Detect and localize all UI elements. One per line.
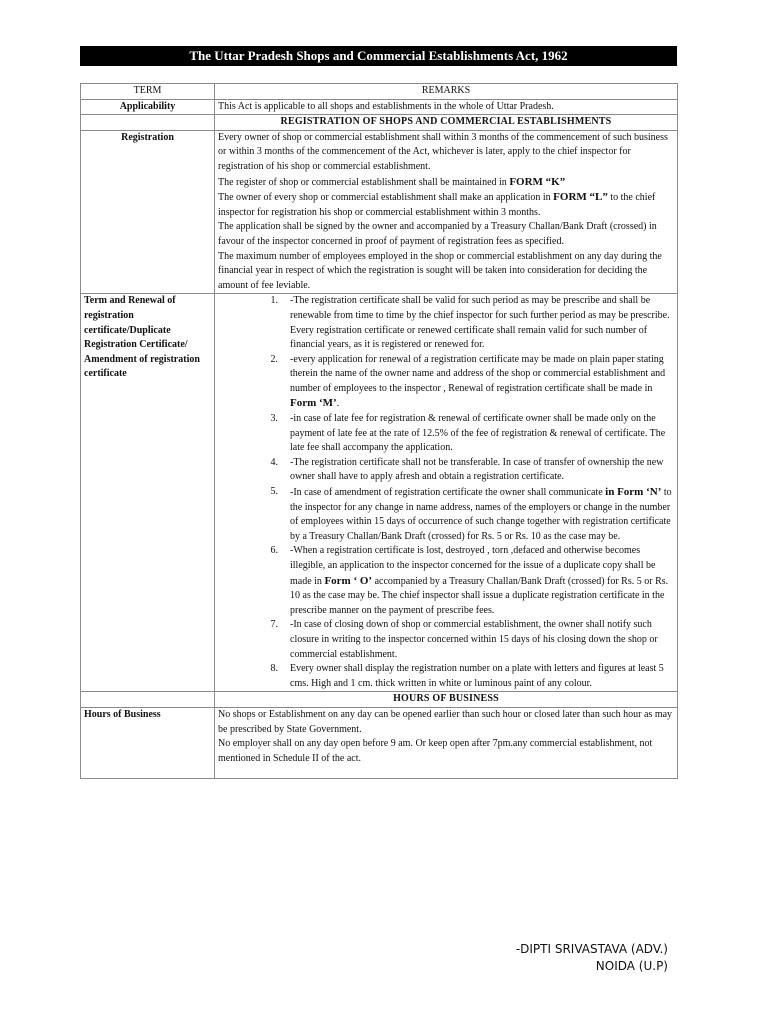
- section-row: [81, 692, 678, 708]
- hours-section-heading: HOURS OF BUSINESS: [215, 692, 678, 708]
- list-item: 2. -every application for renewal of a registration certificate may be made on plain paper stating therein the name of the owner name and address of the shop or commercial establishment and number of employees to the inspector , Renewal of registration certificate shall be made in Form ‘M’.: [270, 353, 666, 410]
- signature-name: -DIPTI SRIVASTAVA (ADV.): [515, 942, 668, 956]
- hours-term: Hours of Business: [81, 707, 215, 778]
- list-item: 5. -In case of amendment of registration certificate the owner shall communicate in Form ‘N’ to the inspector for any change in name address, names of the employers or change in the number of employees within 15 days of occurrence of such change together with registration certificate by a Treasury Challan/Bank Draft (crossed) for Rs. 5 or Rs. 10 as the case may be.: [270, 486, 672, 542]
- table-header-row: [81, 84, 678, 100]
- empty-cell: [81, 692, 215, 708]
- document-title: The Uttar Pradesh Shops and Commercial Establishments Act, 1962: [80, 46, 677, 66]
- form-reference: Form ‘ O’: [324, 574, 373, 587]
- registration-term: Registration: [81, 130, 215, 294]
- registration-paragraph: The register of shop or commercial establishment shall be maintained in FORM “K”: [218, 175, 566, 188]
- list-item: 3. -in case of late fee for registration & renewal of certificate owner shall be made only on the payment of late fee at the rate of 12.5% of the fee of registration & renewal of certificate. The late fee shall accompany the application.: [270, 413, 666, 454]
- signature-block: [516, 941, 668, 975]
- form-reference: FORM “L”: [553, 191, 608, 204]
- registration-remarks: [215, 130, 678, 294]
- applicability-term: Applicability: [81, 99, 215, 115]
- table-row: [81, 707, 678, 778]
- renewal-term: Term and Renewal of registration certificate/Duplicate Registration Certificate/ Amendment of registration certificate: [81, 294, 215, 692]
- list-item: 4. -The registration certificate shall not be transferable. In case of transfer of ownership the new owner shall have to apply afresh and obtain a registration certificate.: [270, 456, 664, 483]
- registration-section-heading: REGISTRATION OF SHOPS AND COMMERCIAL ESTABLISHMENTS: [215, 115, 678, 131]
- remarks-column-header: REMARKS: [215, 84, 678, 100]
- table-row: [81, 294, 678, 692]
- form-reference: in Form ‘N’: [605, 486, 662, 499]
- renewal-remarks: [215, 294, 678, 692]
- hours-paragraph: No shops or Establishment on any day can be opened earlier than such hour or closed later than such hour as may be prescribed by State Government.: [218, 708, 673, 735]
- applicability-remarks: This Act is applicable to all shops and establishments in the whole of Uttar Pradesh.: [215, 99, 678, 115]
- list-item: 8. Every owner shall display the registration number on a plate with letters and figures at least 5 cms. High and 1 cm. thick written in white or luminous paint of any colour.: [270, 663, 664, 689]
- hours-paragraph: No employer shall on any day open before 9 am. Or keep open after 7pm.any commercial establishment, not mentioned in Schedule II of the act.: [218, 738, 653, 764]
- renewal-list: [218, 294, 674, 691]
- registration-paragraph: The application shall be signed by the owner and accompanied by a Treasury Challan/Bank Draft (crossed) in favour of the inspector concerned in proof of payment of registration fees as specified.: [218, 221, 657, 247]
- section-row: [81, 115, 678, 131]
- registration-paragraph: The maximum number of employees employed in the shop or commercial establishment on any day during the financial year in respect of which the registration is sought will be taken into consideration for deciding the amount of fee leviable.: [218, 250, 662, 291]
- list-item: 6. -When a registration certificate is lost, destroyed , torn ,defaced and otherwise becomes illegible, an application to the inspector concerned for the issue of a duplicate copy shall be made in Form ‘ O’ accompanied by a Treasury Challan/Bank Draft (crossed) for Rs. 5 or Rs. 10 as the case may be. The chief inspector shall issue a duplicate registration certificate in the prescribe manner on the payment of prescribe fees.: [270, 545, 669, 616]
- registration-paragraph: Every owner of shop or commercial establishment shall within 3 months of the commencement of such business or within 3 months of the commencement of the Act, whichever is later, apply to the chief inspector for registration of his shop or commercial establishment.: [218, 131, 668, 172]
- empty-cell: [81, 115, 215, 131]
- list-item: 7. -In case of closing down of shop or commercial establishment, the owner shall notify such closure in writing to the inspector concerned within 15 days of his closing down the shop or commercial establishment.: [270, 619, 658, 660]
- hours-remarks: [215, 707, 678, 778]
- table-row: [81, 99, 678, 115]
- form-reference: FORM “K”: [509, 175, 566, 188]
- term-column-header: TERM: [81, 84, 215, 100]
- signature-location: NOIDA (U.P): [595, 959, 668, 973]
- table-row: [81, 130, 678, 294]
- form-reference: Form ‘M’: [290, 397, 337, 410]
- registration-paragraph: The owner of every shop or commercial establishment shall make an application in FORM “L” to the chief inspector for registration his shop or commercial establishment within 3 months.: [218, 191, 656, 218]
- act-summary-table: [80, 83, 678, 779]
- list-item: 1. -The registration certificate shall be valid for such period as may be prescribe and shall be renewable from time to time by the chief inspector for such further period as may be prescribe. Every registration certificate or renewed certificate shall remain valid for such number of financial years, as it is registered or renewed for.: [270, 295, 670, 351]
